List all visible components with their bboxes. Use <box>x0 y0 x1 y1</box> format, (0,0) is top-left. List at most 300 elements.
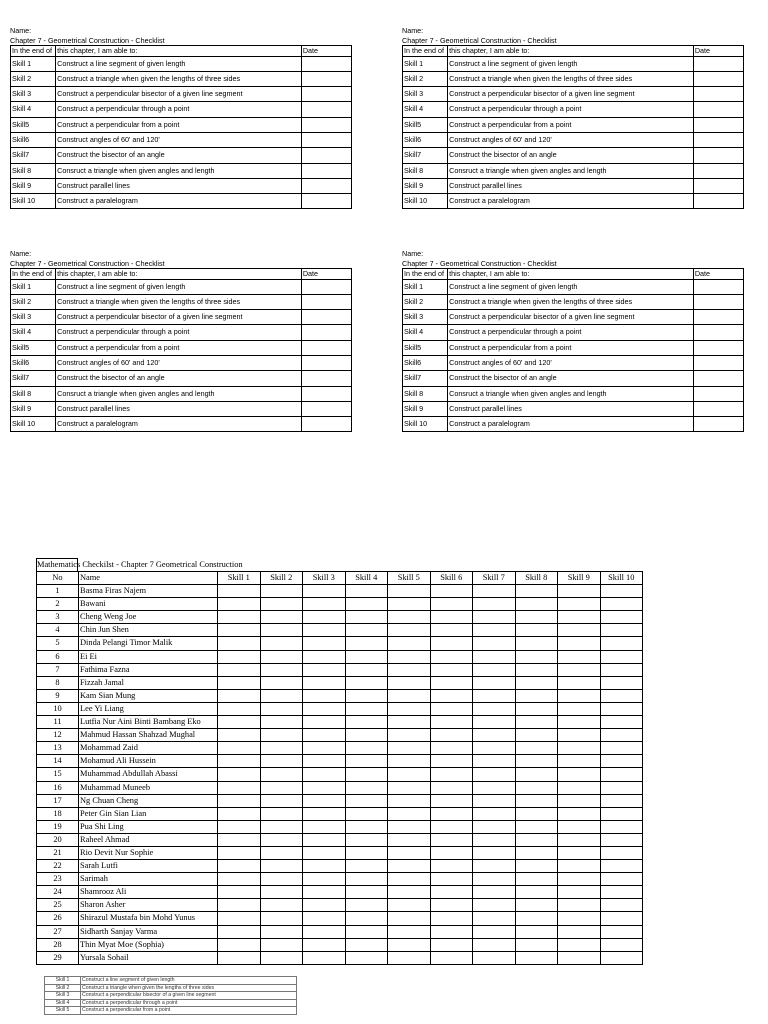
skill-check-cell[interactable] <box>260 781 303 794</box>
skill-check-cell[interactable] <box>600 742 643 755</box>
skill-check-cell[interactable] <box>218 676 261 689</box>
skill-check-cell[interactable] <box>388 938 431 951</box>
skill-check-cell[interactable] <box>515 820 558 833</box>
skill-check-cell[interactable] <box>600 689 643 702</box>
skill-check-cell[interactable] <box>303 676 346 689</box>
skill-check-cell[interactable] <box>345 820 388 833</box>
skill-check-cell[interactable] <box>600 794 643 807</box>
skill-check-cell[interactable] <box>303 781 346 794</box>
date-cell[interactable] <box>301 71 351 86</box>
skill-check-cell[interactable] <box>473 860 516 873</box>
skill-check-cell[interactable] <box>388 781 431 794</box>
skill-check-cell[interactable] <box>600 755 643 768</box>
skill-check-cell[interactable] <box>345 663 388 676</box>
skill-check-cell[interactable] <box>303 742 346 755</box>
date-cell[interactable] <box>693 340 743 355</box>
date-cell[interactable] <box>301 386 351 401</box>
skill-check-cell[interactable] <box>388 807 431 820</box>
skill-check-cell[interactable] <box>260 585 303 598</box>
skill-check-cell[interactable] <box>345 912 388 925</box>
skill-check-cell[interactable] <box>303 951 346 964</box>
skill-check-cell[interactable] <box>515 886 558 899</box>
skill-check-cell[interactable] <box>430 611 473 624</box>
skill-check-cell[interactable] <box>345 676 388 689</box>
skill-check-cell[interactable] <box>515 676 558 689</box>
skill-check-cell[interactable] <box>558 899 601 912</box>
skill-check-cell[interactable] <box>558 794 601 807</box>
date-cell[interactable] <box>693 102 743 117</box>
skill-check-cell[interactable] <box>558 729 601 742</box>
skill-check-cell[interactable] <box>600 912 643 925</box>
skill-check-cell[interactable] <box>345 951 388 964</box>
skill-check-cell[interactable] <box>218 624 261 637</box>
skill-check-cell[interactable] <box>345 925 388 938</box>
skill-check-cell[interactable] <box>345 846 388 859</box>
date-cell[interactable] <box>301 87 351 102</box>
skill-check-cell[interactable] <box>600 833 643 846</box>
date-cell[interactable] <box>301 163 351 178</box>
skill-check-cell[interactable] <box>473 637 516 650</box>
skill-check-cell[interactable] <box>515 925 558 938</box>
skill-check-cell[interactable] <box>558 820 601 833</box>
skill-check-cell[interactable] <box>218 637 261 650</box>
skill-check-cell[interactable] <box>218 742 261 755</box>
skill-check-cell[interactable] <box>303 820 346 833</box>
date-cell[interactable] <box>693 117 743 132</box>
skill-check-cell[interactable] <box>600 925 643 938</box>
skill-check-cell[interactable] <box>218 650 261 663</box>
skill-check-cell[interactable] <box>430 702 473 715</box>
skill-check-cell[interactable] <box>303 846 346 859</box>
skill-check-cell[interactable] <box>218 925 261 938</box>
date-cell[interactable] <box>693 386 743 401</box>
skill-check-cell[interactable] <box>218 716 261 729</box>
skill-check-cell[interactable] <box>558 624 601 637</box>
skill-check-cell[interactable] <box>473 716 516 729</box>
skill-check-cell[interactable] <box>600 585 643 598</box>
skill-check-cell[interactable] <box>600 650 643 663</box>
skill-check-cell[interactable] <box>600 873 643 886</box>
skill-check-cell[interactable] <box>430 585 473 598</box>
skill-check-cell[interactable] <box>430 742 473 755</box>
skill-check-cell[interactable] <box>473 598 516 611</box>
skill-check-cell[interactable] <box>260 860 303 873</box>
skill-check-cell[interactable] <box>558 860 601 873</box>
skill-check-cell[interactable] <box>473 663 516 676</box>
skill-check-cell[interactable] <box>515 663 558 676</box>
skill-check-cell[interactable] <box>345 807 388 820</box>
skill-check-cell[interactable] <box>218 585 261 598</box>
skill-check-cell[interactable] <box>260 912 303 925</box>
skill-check-cell[interactable] <box>388 637 431 650</box>
skill-check-cell[interactable] <box>218 794 261 807</box>
skill-check-cell[interactable] <box>303 925 346 938</box>
skill-check-cell[interactable] <box>430 768 473 781</box>
skill-check-cell[interactable] <box>473 899 516 912</box>
skill-check-cell[interactable] <box>515 912 558 925</box>
skill-check-cell[interactable] <box>515 846 558 859</box>
skill-check-cell[interactable] <box>260 755 303 768</box>
date-cell[interactable] <box>301 294 351 309</box>
skill-check-cell[interactable] <box>303 899 346 912</box>
skill-check-cell[interactable] <box>600 846 643 859</box>
skill-check-cell[interactable] <box>558 689 601 702</box>
skill-check-cell[interactable] <box>473 650 516 663</box>
skill-check-cell[interactable] <box>303 873 346 886</box>
skill-check-cell[interactable] <box>515 938 558 951</box>
skill-check-cell[interactable] <box>473 611 516 624</box>
skill-check-cell[interactable] <box>260 807 303 820</box>
skill-check-cell[interactable] <box>600 886 643 899</box>
skill-check-cell[interactable] <box>260 768 303 781</box>
skill-check-cell[interactable] <box>430 899 473 912</box>
date-cell[interactable] <box>301 417 351 432</box>
skill-check-cell[interactable] <box>218 755 261 768</box>
skill-check-cell[interactable] <box>515 794 558 807</box>
skill-check-cell[interactable] <box>260 742 303 755</box>
skill-check-cell[interactable] <box>345 860 388 873</box>
skill-check-cell[interactable] <box>600 938 643 951</box>
skill-check-cell[interactable] <box>345 742 388 755</box>
skill-check-cell[interactable] <box>473 846 516 859</box>
skill-check-cell[interactable] <box>515 755 558 768</box>
skill-check-cell[interactable] <box>430 833 473 846</box>
skill-check-cell[interactable] <box>260 716 303 729</box>
date-cell[interactable] <box>693 355 743 370</box>
skill-check-cell[interactable] <box>600 611 643 624</box>
skill-check-cell[interactable] <box>430 860 473 873</box>
skill-check-cell[interactable] <box>558 611 601 624</box>
skill-check-cell[interactable] <box>218 899 261 912</box>
skill-check-cell[interactable] <box>388 886 431 899</box>
date-cell[interactable] <box>301 178 351 193</box>
skill-check-cell[interactable] <box>558 650 601 663</box>
skill-check-cell[interactable] <box>388 768 431 781</box>
skill-check-cell[interactable] <box>600 663 643 676</box>
skill-check-cell[interactable] <box>430 951 473 964</box>
skill-check-cell[interactable] <box>558 886 601 899</box>
skill-check-cell[interactable] <box>388 650 431 663</box>
skill-check-cell[interactable] <box>600 820 643 833</box>
skill-check-cell[interactable] <box>430 820 473 833</box>
skill-check-cell[interactable] <box>600 951 643 964</box>
date-cell[interactable] <box>301 194 351 209</box>
skill-check-cell[interactable] <box>388 716 431 729</box>
skill-check-cell[interactable] <box>558 716 601 729</box>
skill-check-cell[interactable] <box>430 598 473 611</box>
skill-check-cell[interactable] <box>430 807 473 820</box>
skill-check-cell[interactable] <box>473 585 516 598</box>
skill-check-cell[interactable] <box>430 912 473 925</box>
skill-check-cell[interactable] <box>515 951 558 964</box>
date-cell[interactable] <box>693 417 743 432</box>
skill-check-cell[interactable] <box>218 886 261 899</box>
skill-check-cell[interactable] <box>600 624 643 637</box>
skill-check-cell[interactable] <box>473 951 516 964</box>
skill-check-cell[interactable] <box>218 768 261 781</box>
skill-check-cell[interactable] <box>388 663 431 676</box>
skill-check-cell[interactable] <box>303 624 346 637</box>
skill-check-cell[interactable] <box>260 873 303 886</box>
skill-check-cell[interactable] <box>473 912 516 925</box>
skill-check-cell[interactable] <box>218 702 261 715</box>
skill-check-cell[interactable] <box>473 833 516 846</box>
skill-check-cell[interactable] <box>558 912 601 925</box>
skill-check-cell[interactable] <box>558 925 601 938</box>
skill-check-cell[interactable] <box>218 807 261 820</box>
skill-check-cell[interactable] <box>430 755 473 768</box>
skill-check-cell[interactable] <box>303 598 346 611</box>
skill-check-cell[interactable] <box>303 886 346 899</box>
skill-check-cell[interactable] <box>345 873 388 886</box>
skill-check-cell[interactable] <box>218 860 261 873</box>
skill-check-cell[interactable] <box>558 637 601 650</box>
skill-check-cell[interactable] <box>345 598 388 611</box>
skill-check-cell[interactable] <box>600 899 643 912</box>
skill-check-cell[interactable] <box>388 689 431 702</box>
skill-check-cell[interactable] <box>388 676 431 689</box>
skill-check-cell[interactable] <box>303 938 346 951</box>
skill-check-cell[interactable] <box>260 899 303 912</box>
skill-check-cell[interactable] <box>303 833 346 846</box>
skill-check-cell[interactable] <box>303 702 346 715</box>
skill-check-cell[interactable] <box>218 611 261 624</box>
skill-check-cell[interactable] <box>345 886 388 899</box>
skill-check-cell[interactable] <box>388 912 431 925</box>
skill-check-cell[interactable] <box>515 702 558 715</box>
skill-check-cell[interactable] <box>473 624 516 637</box>
skill-check-cell[interactable] <box>388 585 431 598</box>
date-cell[interactable] <box>301 401 351 416</box>
skill-check-cell[interactable] <box>473 742 516 755</box>
skill-check-cell[interactable] <box>558 768 601 781</box>
skill-check-cell[interactable] <box>388 624 431 637</box>
date-cell[interactable] <box>693 178 743 193</box>
skill-check-cell[interactable] <box>260 598 303 611</box>
skill-check-cell[interactable] <box>473 781 516 794</box>
skill-check-cell[interactable] <box>515 742 558 755</box>
skill-check-cell[interactable] <box>345 637 388 650</box>
skill-check-cell[interactable] <box>600 676 643 689</box>
skill-check-cell[interactable] <box>515 781 558 794</box>
skill-check-cell[interactable] <box>345 624 388 637</box>
skill-check-cell[interactable] <box>473 768 516 781</box>
skill-check-cell[interactable] <box>345 702 388 715</box>
skill-check-cell[interactable] <box>388 860 431 873</box>
skill-check-cell[interactable] <box>473 729 516 742</box>
date-cell[interactable] <box>301 310 351 325</box>
skill-check-cell[interactable] <box>260 794 303 807</box>
skill-check-cell[interactable] <box>473 820 516 833</box>
skill-check-cell[interactable] <box>303 807 346 820</box>
skill-check-cell[interactable] <box>515 873 558 886</box>
skill-check-cell[interactable] <box>558 755 601 768</box>
skill-check-cell[interactable] <box>218 833 261 846</box>
skill-check-cell[interactable] <box>218 729 261 742</box>
skill-check-cell[interactable] <box>515 899 558 912</box>
skill-check-cell[interactable] <box>473 938 516 951</box>
skill-check-cell[interactable] <box>388 755 431 768</box>
skill-check-cell[interactable] <box>473 755 516 768</box>
skill-check-cell[interactable] <box>345 755 388 768</box>
skill-check-cell[interactable] <box>218 781 261 794</box>
skill-check-cell[interactable] <box>600 702 643 715</box>
skill-check-cell[interactable] <box>430 624 473 637</box>
skill-check-cell[interactable] <box>303 637 346 650</box>
skill-check-cell[interactable] <box>430 689 473 702</box>
skill-check-cell[interactable] <box>558 598 601 611</box>
date-cell[interactable] <box>693 371 743 386</box>
skill-check-cell[interactable] <box>388 833 431 846</box>
skill-check-cell[interactable] <box>218 820 261 833</box>
skill-check-cell[interactable] <box>388 702 431 715</box>
skill-check-cell[interactable] <box>600 716 643 729</box>
date-cell[interactable] <box>693 325 743 340</box>
skill-check-cell[interactable] <box>260 624 303 637</box>
skill-check-cell[interactable] <box>260 702 303 715</box>
date-cell[interactable] <box>693 194 743 209</box>
skill-check-cell[interactable] <box>600 637 643 650</box>
date-cell[interactable] <box>693 56 743 71</box>
skill-check-cell[interactable] <box>345 611 388 624</box>
skill-check-cell[interactable] <box>260 846 303 859</box>
skill-check-cell[interactable] <box>430 676 473 689</box>
skill-check-cell[interactable] <box>473 925 516 938</box>
skill-check-cell[interactable] <box>345 650 388 663</box>
skill-check-cell[interactable] <box>345 781 388 794</box>
date-cell[interactable] <box>693 279 743 294</box>
skill-check-cell[interactable] <box>388 925 431 938</box>
skill-check-cell[interactable] <box>430 938 473 951</box>
skill-check-cell[interactable] <box>473 689 516 702</box>
date-cell[interactable] <box>301 102 351 117</box>
skill-check-cell[interactable] <box>303 755 346 768</box>
skill-check-cell[interactable] <box>303 716 346 729</box>
skill-check-cell[interactable] <box>303 585 346 598</box>
date-cell[interactable] <box>301 148 351 163</box>
date-cell[interactable] <box>693 401 743 416</box>
skill-check-cell[interactable] <box>430 781 473 794</box>
skill-check-cell[interactable] <box>558 938 601 951</box>
skill-check-cell[interactable] <box>600 729 643 742</box>
skill-check-cell[interactable] <box>430 925 473 938</box>
skill-check-cell[interactable] <box>388 899 431 912</box>
date-cell[interactable] <box>693 71 743 86</box>
skill-check-cell[interactable] <box>260 925 303 938</box>
skill-check-cell[interactable] <box>260 820 303 833</box>
skill-check-cell[interactable] <box>388 951 431 964</box>
date-cell[interactable] <box>301 340 351 355</box>
skill-check-cell[interactable] <box>260 951 303 964</box>
skill-check-cell[interactable] <box>430 637 473 650</box>
skill-check-cell[interactable] <box>558 702 601 715</box>
skill-check-cell[interactable] <box>515 637 558 650</box>
skill-check-cell[interactable] <box>260 886 303 899</box>
skill-check-cell[interactable] <box>558 951 601 964</box>
skill-check-cell[interactable] <box>345 689 388 702</box>
skill-check-cell[interactable] <box>515 689 558 702</box>
skill-check-cell[interactable] <box>260 938 303 951</box>
skill-check-cell[interactable] <box>558 846 601 859</box>
skill-check-cell[interactable] <box>558 873 601 886</box>
skill-check-cell[interactable] <box>515 650 558 663</box>
skill-check-cell[interactable] <box>558 807 601 820</box>
skill-check-cell[interactable] <box>558 781 601 794</box>
skill-check-cell[interactable] <box>218 912 261 925</box>
skill-check-cell[interactable] <box>345 716 388 729</box>
skill-check-cell[interactable] <box>515 860 558 873</box>
skill-check-cell[interactable] <box>345 938 388 951</box>
skill-check-cell[interactable] <box>345 833 388 846</box>
date-cell[interactable] <box>693 87 743 102</box>
skill-check-cell[interactable] <box>388 794 431 807</box>
skill-check-cell[interactable] <box>303 729 346 742</box>
skill-check-cell[interactable] <box>600 598 643 611</box>
skill-check-cell[interactable] <box>515 585 558 598</box>
skill-check-cell[interactable] <box>430 663 473 676</box>
skill-check-cell[interactable] <box>430 873 473 886</box>
skill-check-cell[interactable] <box>218 663 261 676</box>
skill-check-cell[interactable] <box>473 873 516 886</box>
skill-check-cell[interactable] <box>303 611 346 624</box>
skill-check-cell[interactable] <box>388 729 431 742</box>
skill-check-cell[interactable] <box>303 663 346 676</box>
date-cell[interactable] <box>693 310 743 325</box>
skill-check-cell[interactable] <box>515 729 558 742</box>
skill-check-cell[interactable] <box>388 846 431 859</box>
skill-check-cell[interactable] <box>515 598 558 611</box>
skill-check-cell[interactable] <box>515 624 558 637</box>
skill-check-cell[interactable] <box>430 716 473 729</box>
skill-check-cell[interactable] <box>430 650 473 663</box>
skill-check-cell[interactable] <box>473 886 516 899</box>
skill-check-cell[interactable] <box>218 598 261 611</box>
skill-check-cell[interactable] <box>515 807 558 820</box>
skill-check-cell[interactable] <box>473 676 516 689</box>
skill-check-cell[interactable] <box>558 676 601 689</box>
skill-check-cell[interactable] <box>558 833 601 846</box>
skill-check-cell[interactable] <box>260 637 303 650</box>
skill-check-cell[interactable] <box>388 611 431 624</box>
skill-check-cell[interactable] <box>473 807 516 820</box>
skill-check-cell[interactable] <box>600 768 643 781</box>
skill-check-cell[interactable] <box>345 794 388 807</box>
date-cell[interactable] <box>301 355 351 370</box>
date-cell[interactable] <box>301 371 351 386</box>
skill-check-cell[interactable] <box>558 742 601 755</box>
skill-check-cell[interactable] <box>600 781 643 794</box>
date-cell[interactable] <box>693 163 743 178</box>
skill-check-cell[interactable] <box>473 702 516 715</box>
skill-check-cell[interactable] <box>303 689 346 702</box>
skill-check-cell[interactable] <box>303 650 346 663</box>
skill-check-cell[interactable] <box>218 873 261 886</box>
skill-check-cell[interactable] <box>260 650 303 663</box>
skill-check-cell[interactable] <box>515 833 558 846</box>
skill-check-cell[interactable] <box>388 598 431 611</box>
skill-check-cell[interactable] <box>303 768 346 781</box>
skill-check-cell[interactable] <box>218 689 261 702</box>
skill-check-cell[interactable] <box>388 820 431 833</box>
skill-check-cell[interactable] <box>430 846 473 859</box>
skill-check-cell[interactable] <box>260 663 303 676</box>
date-cell[interactable] <box>301 132 351 147</box>
skill-check-cell[interactable] <box>345 899 388 912</box>
date-cell[interactable] <box>693 148 743 163</box>
skill-check-cell[interactable] <box>218 846 261 859</box>
skill-check-cell[interactable] <box>558 663 601 676</box>
skill-check-cell[interactable] <box>515 768 558 781</box>
